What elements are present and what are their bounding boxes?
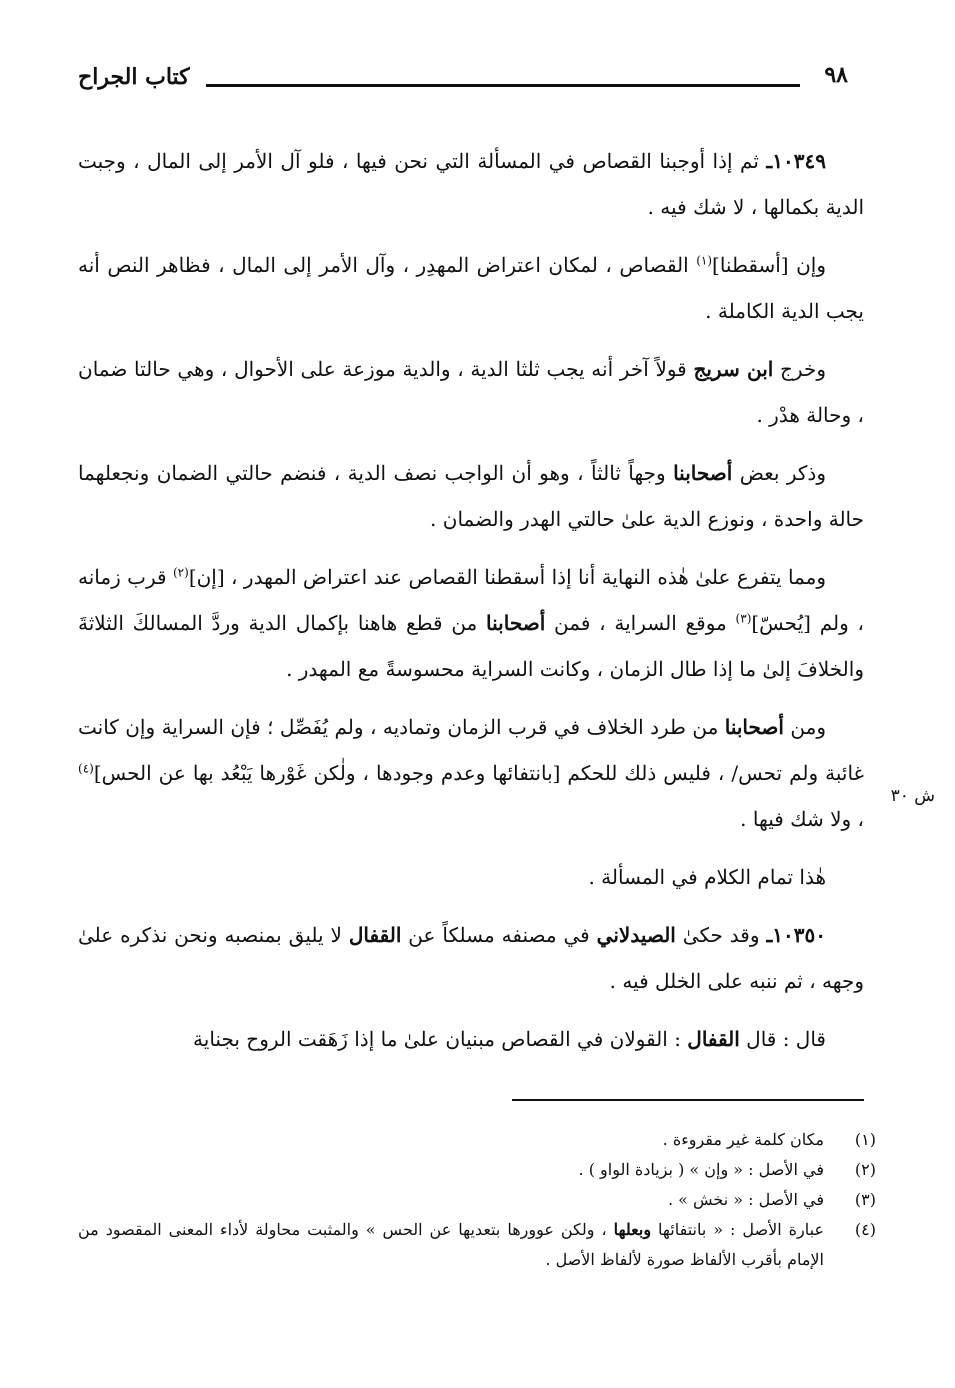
footnote-number: (٤) bbox=[854, 1220, 876, 1239]
footnotes bbox=[78, 1125, 876, 1275]
paragraph-text: موقع السراية ، فمن bbox=[545, 611, 736, 635]
issue-number: ١٠٣٥٠ـ bbox=[766, 923, 827, 947]
footnote-3 bbox=[78, 1185, 876, 1215]
paragraph-text: قال : قال bbox=[739, 1027, 826, 1051]
paragraph-text: من طرد الخلاف في قرب الزمان وتماديه ، ولم يُفَصِّل ؛ فإن السراية وإن كانت غائبة ولم تحس/ ، فليس ذلك للحكم [بانتفائها وعدم وجودها ، ولٰكن غَوْرها يَبْعُد بها عن الحس] bbox=[78, 715, 864, 785]
paragraph-4 bbox=[78, 450, 864, 542]
paragraph-9 bbox=[78, 1016, 864, 1062]
footnote-separator bbox=[512, 1099, 864, 1101]
scholar-name: أصحابنا bbox=[673, 461, 733, 485]
footnote-text: في الأصل : « نخش » . bbox=[667, 1190, 824, 1209]
paragraph-3 bbox=[78, 346, 864, 438]
footnote-ref: (٤) bbox=[78, 761, 94, 776]
body-text bbox=[78, 138, 864, 1074]
paragraph-6 bbox=[78, 704, 864, 842]
paragraph-text: : القولان في القصاص مبنيان علىٰ ما إذا زَهَقت الروح بجناية bbox=[193, 1027, 688, 1051]
page-header bbox=[78, 62, 848, 102]
scholar-name: الصيدلاني bbox=[596, 923, 676, 947]
paragraph-text: ، ولا شك فيها . bbox=[740, 807, 864, 831]
scholar-name: أصحابنا bbox=[486, 611, 546, 635]
scholar-name: ابن سريج bbox=[693, 357, 774, 381]
paragraph-text: وذكر بعض bbox=[732, 461, 826, 485]
paragraph-text: لا يليق بمنصبه ونحن نذكره علىٰ وجهه ، ثم ننبه على الخلل فيه . bbox=[78, 923, 864, 993]
issue-number: ١٠٣٤٩ـ bbox=[766, 149, 826, 173]
footnote-number: (٢) bbox=[854, 1160, 876, 1179]
footnote-4 bbox=[78, 1215, 876, 1275]
footnote-bold-word: وبعلها bbox=[613, 1220, 652, 1239]
paragraph-2 bbox=[78, 242, 864, 334]
page-number: ٩٨ bbox=[824, 62, 848, 88]
header-rule bbox=[206, 84, 800, 87]
footnote-ref: (٣) bbox=[735, 611, 752, 626]
paragraph-text: وقد حكىٰ bbox=[675, 923, 767, 947]
paragraph-10350 bbox=[78, 912, 864, 1004]
paragraph-text: القصاص ، لمكان اعتراض المهدِر ، وآل الأمر إلى المال ، فظاهر النص أنه يجب الدية الكاملة . bbox=[78, 253, 864, 323]
paragraph-7 bbox=[78, 854, 864, 900]
paragraph-text: وخرج bbox=[773, 357, 826, 381]
footnote-text bbox=[78, 1215, 824, 1275]
book-title: كتاب الجراح bbox=[78, 64, 190, 90]
footnote-text: مكان كلمة غير مقروءة . bbox=[662, 1130, 824, 1149]
footnote-text: في الأصل : « وإن » ( بزيادة الواو ) . bbox=[578, 1160, 824, 1179]
paragraph-10349 bbox=[78, 138, 864, 230]
paragraph-text: قرب زمانه ، ولم [يُحسّ] bbox=[78, 565, 865, 635]
footnote-number: (١) bbox=[854, 1130, 876, 1149]
footnote-1 bbox=[78, 1125, 876, 1155]
paragraph-text: قولاً آخر أنه يجب ثلثا الدية ، والدية موزعة على الأحوال ، وهي حالتا ضمان ، وحالة هدْر . bbox=[78, 357, 864, 427]
paragraph-text: هٰذا تمام الكلام في المسألة . bbox=[588, 865, 826, 889]
paragraph-text: ومما يتفرع علىٰ هٰذه النهاية أنا إذا أسقطنا القصاص عند اعتراض المهدر ، [إن] bbox=[188, 565, 826, 589]
margin-note: ش ٣٠ bbox=[890, 786, 935, 806]
footnote-text-part: عبارة الأصل : « بانتفائها bbox=[651, 1220, 825, 1239]
scholar-name: القفال bbox=[348, 923, 402, 947]
footnote-ref: (١) bbox=[696, 253, 713, 268]
scholar-name: القفال bbox=[687, 1027, 740, 1051]
paragraph-text: ومن bbox=[783, 715, 827, 739]
paragraph-text: من قطع هاهنا بإكمال الدية وردَّ المسالكَ الثلاثةَ والخلافَ إلىٰ ما إذا طال الزمان ، وكانت السراية محسوسةً مع المهدر . bbox=[78, 611, 864, 681]
paragraph-5 bbox=[78, 554, 864, 692]
footnote-ref: (٢) bbox=[172, 565, 189, 580]
paragraph-text: ثم إذا أوجبنا القصاص في المسألة التي نحن فيها ، فلو آل الأمر إلى المال ، وجبت الدية بكمالها ، لا شك فيه . bbox=[78, 149, 864, 219]
paragraph-text: وإن [أسقطنا] bbox=[712, 253, 826, 277]
footnote-number: (٣) bbox=[854, 1190, 876, 1209]
footnote-2 bbox=[78, 1155, 876, 1185]
footnote-text-part: ، ولكن عوورها بتعديها عن الحس » والمثبت محاولة لأداء المعنى المقصود من الإمام بأقرب الألفاظ صورة لألفاظ الأصل . bbox=[78, 1220, 824, 1269]
paragraph-text: في مصنفه مسلكاً عن bbox=[401, 923, 597, 947]
scholar-name: أصحابنا bbox=[724, 715, 784, 739]
paragraph-text: وجهاً ثالثاً ، وهو أن الواجب نصف الدية ، فنضم حالتي الضمان ونجعلهما حالة واحدة ، ونوزع الدية علىٰ حالتي الهدر والضمان . bbox=[78, 461, 864, 531]
